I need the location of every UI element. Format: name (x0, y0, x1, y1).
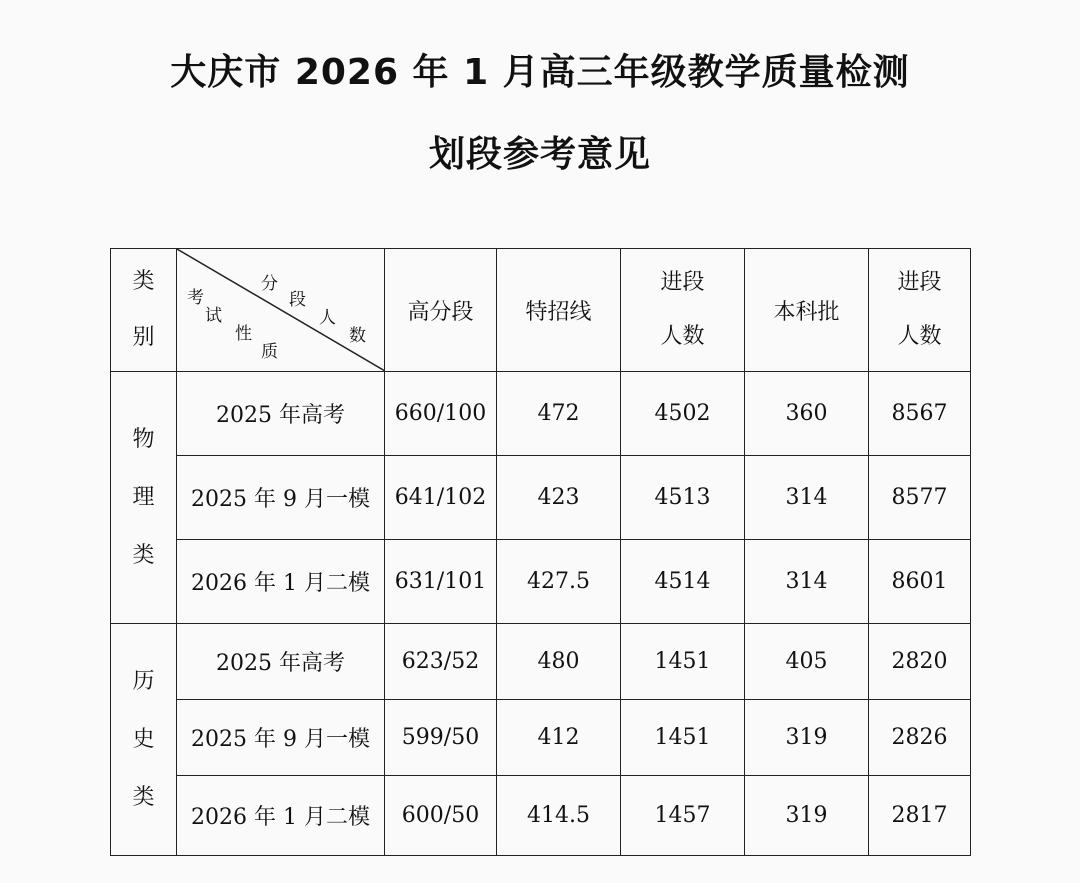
diag-bottom-char: 考 (187, 288, 204, 308)
high-score-cell: 660/100 (385, 372, 497, 456)
high-score-cell: 631/101 (385, 540, 497, 624)
table-row (111, 776, 971, 856)
exam-cell: 2025 年高考 (177, 372, 385, 456)
header-category: 类 别 (111, 249, 177, 372)
header-count-1: 进段 人数 (621, 249, 745, 372)
exam-cell: 2026 年 1 月二模 (177, 776, 385, 856)
special-line-cell: 472 (497, 372, 621, 456)
header-high-score: 高分段 (385, 249, 497, 372)
high-score-cell: 641/102 (385, 456, 497, 540)
count1-cell: 4513 (621, 456, 745, 540)
count1-cell: 1451 (621, 624, 745, 700)
undergrad-cell: 319 (745, 776, 869, 856)
special-line-cell: 480 (497, 624, 621, 700)
header-diagonal-cell (177, 249, 385, 372)
special-line-cell: 414.5 (497, 776, 621, 856)
diag-top-char: 分 (261, 274, 278, 294)
count2-cell: 8567 (869, 372, 971, 456)
diag-bottom-char: 性 (235, 324, 252, 344)
count2-cell: 2820 (869, 624, 971, 700)
table-row (111, 540, 971, 624)
group-physics: 物 理 类 (111, 372, 177, 624)
exam-cell: 2025 年高考 (177, 624, 385, 700)
special-line-cell: 423 (497, 456, 621, 540)
undergrad-cell: 319 (745, 700, 869, 776)
score-table (110, 248, 971, 856)
table-row (111, 624, 971, 700)
header-special-line: 特招线 (497, 249, 621, 372)
undergrad-cell: 314 (745, 456, 869, 540)
diag-bottom-char: 试 (205, 306, 222, 326)
undergrad-cell: 405 (745, 624, 869, 700)
diag-top-char: 人 (319, 308, 336, 328)
count1-cell: 1457 (621, 776, 745, 856)
header-row (111, 249, 971, 372)
count1-cell: 4514 (621, 540, 745, 624)
table-row (111, 456, 971, 540)
count2-cell: 2817 (869, 776, 971, 856)
count1-cell: 1451 (621, 700, 745, 776)
high-score-cell: 600/50 (385, 776, 497, 856)
exam-cell: 2025 年 9 月一模 (177, 700, 385, 776)
table-row (111, 372, 971, 456)
high-score-cell: 599/50 (385, 700, 497, 776)
header-count-2: 进段 人数 (869, 249, 971, 372)
header-undergrad: 本科批 (745, 249, 869, 372)
count2-cell: 8601 (869, 540, 971, 624)
special-line-cell: 427.5 (497, 540, 621, 624)
diag-bottom-char: 质 (261, 342, 278, 362)
group-history: 历 史 类 (111, 624, 177, 856)
exam-cell: 2025 年 9 月一模 (177, 456, 385, 540)
count2-cell: 2826 (869, 700, 971, 776)
diag-top-char: 段 (289, 290, 306, 310)
special-line-cell: 412 (497, 700, 621, 776)
count2-cell: 8577 (869, 456, 971, 540)
count1-cell: 4502 (621, 372, 745, 456)
document-title: 大庆市 2026 年 1 月高三年级教学质量检测 (170, 52, 910, 93)
exam-cell: 2026 年 1 月二模 (177, 540, 385, 624)
high-score-cell: 623/52 (385, 624, 497, 700)
undergrad-cell: 314 (745, 540, 869, 624)
table-row (111, 700, 971, 776)
diag-top-char: 数 (349, 326, 366, 346)
document-subtitle: 划段参考意见 (428, 134, 651, 175)
undergrad-cell: 360 (745, 372, 869, 456)
